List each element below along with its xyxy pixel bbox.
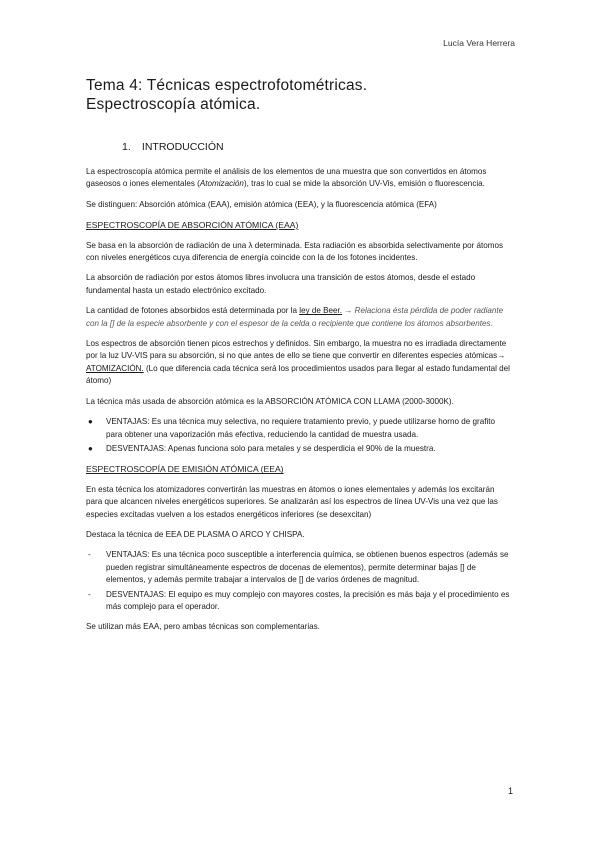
list-item: [86, 443, 510, 455]
section-number: 1.: [122, 141, 131, 153]
atomization-term: ATOMIZACIÓN.: [86, 363, 144, 373]
paragraph-eea-basis: En esta técnica los atomizadores convertirán las muestras en átomos o iones elementales y además los excitarán para que alcancen niveles energéticos superiores. Se analizarán así los espectros de línea UV-Vis una vez que las especies excitadas vuelven a los estados energéticos inferiores (se desexcitan): [86, 484, 498, 519]
p5-italic-note: Relaciona ésta pérdida de poder radiante con la [] de la especie absorbente y con el espesor de la celda o recipiente que contiene los átomos absorbentes.: [86, 306, 504, 328]
paragraph-conclusion: Se utilizan más EAA, pero ambas técnicas son complementarias.: [86, 622, 320, 632]
dash-icon: -: [88, 550, 91, 560]
paragraph-types: Se distinguen: Absorción atómica (EAA), emisión atómica (EEA), y la fluorescencia atómica (EFA): [86, 199, 437, 209]
p6-text-c: (Lo que diferencia cada técnica será los procedimientos usados para llegar al estado fundamental del átomo): [86, 363, 510, 386]
list-item: [86, 416, 510, 441]
eaa-pros-cons-list: [86, 416, 510, 455]
dash-icon: -: [88, 589, 91, 599]
section-heading: [122, 141, 224, 153]
paragraph-eaa-transition: La absorción de radiación por estos átomos libres involucra una transición de estos átomos, desde el estado fundamental hasta un estado electrónico excitado.: [86, 273, 476, 295]
title-line-1: Tema 4: Técnicas espectrofotométricas.: [86, 77, 368, 94]
list-item: [86, 589, 510, 614]
paragraph-beer-law: [86, 305, 510, 330]
arrow-glyph: →: [342, 306, 355, 316]
p1-text-c: ), tras lo cual se mide la absorción UV-Vis, emisión o fluorescencia.: [243, 179, 485, 189]
bullet-icon: ●: [88, 417, 93, 427]
list-item-text: DESVENTAJAS: El equipo es muy complejo con mayores costes, la precisión es más baja y el procedimiento es más complejo para el operador.: [106, 589, 510, 611]
p1-text-a: La espectroscopía atómica permite el análisis de los elementos de una muestra que son convertidos en átomos gaseosos o iones elementales (: [86, 167, 487, 189]
paragraph-spectra: [86, 338, 510, 388]
list-item-text: DESVENTAJAS: Apenas funciona solo para metales y se desperdicia el 90% de la muestra.: [106, 443, 436, 453]
eaa-heading: ESPECTROSCOPÍA DE ABSORCIÓN ATÓMICA (EAA): [86, 220, 299, 231]
paragraph-flame: La técnica más usada de absorción atómica es la ABSORCIÓN ATÓMICA CON LLAMA (2000-3000K).: [86, 396, 454, 406]
page-number: 1: [507, 786, 513, 796]
list-item-text: VENTAJAS: Es una técnica muy selectiva, no requiere tratamiento previo, y puede utilizarse horno de grafito para obtener una vaporización más efectiva, reduciendo la cantidad de muestra usada.: [106, 417, 495, 439]
beer-law-link: ley de Beer.: [299, 306, 343, 316]
p6-text-a: Los espectros de absorción tienen picos estrechos y definidos. Sin embargo, la muestra no es irradiada directamente por la luz UV-VIS para su absorción, si no que antes de ello se tiene que convertir en diferentes especies atómicas→: [86, 339, 507, 361]
list-item: [86, 549, 510, 586]
paragraph-eaa-basis: Se basa en la absorción de radiación de una λ determinada. Esta radiación es absorbida selectivamente por átomos con niveles energéticos cuya diferencia de energía coincide con la de los fotones incidentes.: [86, 240, 504, 263]
section-title: INTRODUCCIÓN: [141, 141, 224, 153]
bullet-icon: ●: [88, 443, 93, 453]
document-body: [86, 166, 510, 642]
title-line-2: Espectroscopía atómica.: [86, 96, 261, 113]
eea-heading: ESPECTROSCOPÍA DE EMISIÓN ATÓMICA (EEA): [86, 464, 284, 475]
p1-atomization: Atomización: [199, 179, 244, 189]
page-title: [86, 76, 526, 114]
paragraph-plasma: Destaca la técnica de EEA DE PLASMA O ARCO Y CHISPA.: [86, 529, 305, 539]
list-item-text: VENTAJAS: Es una técnica poco susceptible a interferencia química, se obtienen buenos espectros (además se pueden registrar simultáneamente espectros de docenas de elementos), permite determinar bajas [] de elementos, y además permite trabajar a intervalos de [] de varios órdenes de magnitud.: [106, 550, 509, 585]
author-header: Lucía Vera Herrera: [443, 38, 515, 48]
eea-pros-cons-list: [86, 549, 510, 613]
p5-text-a: La cantidad de fotones absorbidos está determinada por la: [86, 306, 300, 316]
paragraph-intro: [86, 166, 510, 191]
